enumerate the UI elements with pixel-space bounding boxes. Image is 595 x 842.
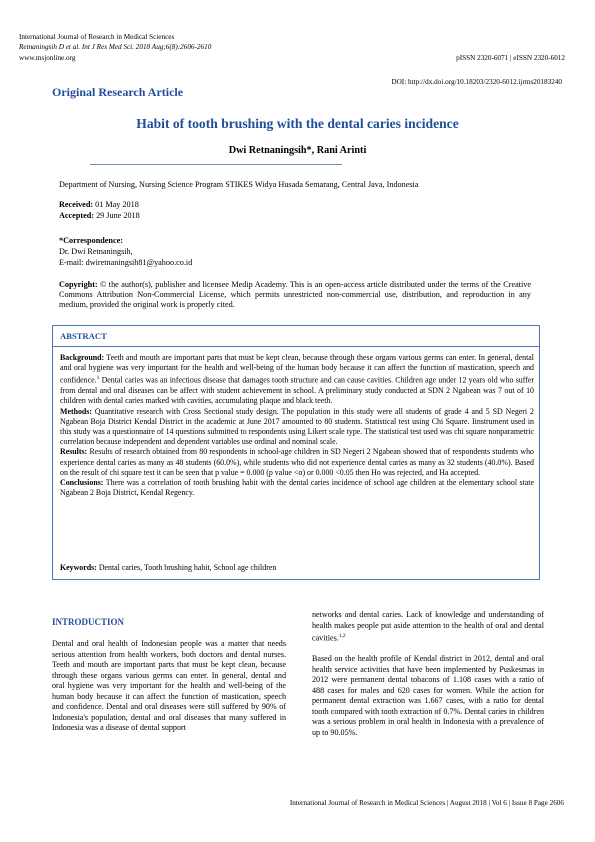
results-text: Results of research obtained from 80 respondents in school-age children in SD Negeri 2 Ngabean showed that of respondents students who experience dental caries as many as 48 students (60.0%), while students who did not experience dental caries as many as 32 students (40.0%). Based on the result of chi square test it can be seen that p value = 0.000 (p value <α) or 0.000 <0.05 then Ho was rejected, and Ha accepted. — [60, 447, 534, 477]
issn: pISSN 2320-6071 | eISSN 2320-6012 — [456, 54, 565, 62]
received-label: Received: — [59, 200, 94, 209]
title-divider — [90, 164, 342, 165]
background-text: Teeth and mouth are important parts that must be kept clean, because through these organs various germs can enter. In general, dental and oral hygiene was very important for the health and well-being of the human body because it can affect the function of mastication, speech and confidence. — [60, 353, 534, 386]
background-label: Background: — [60, 353, 105, 362]
conclusions-label: Conclusions: — [60, 478, 104, 488]
intro-paragraph-1: Dental and oral health of Indonesian people was a matter that needs serious attention from health workers, both doctors and dental nurses. Teeth and mouth are important parts that must be kept clean, because through these organs various germs can enter. In general, dental and oral hygiene was very important for the health and well-being of the human body because it can affect the function of mastication, speech and confidence. Dental and oral diseases were still suffered by 90% of Indonesia's population, dental and oral diseases that many suffered in Indonesia was a disease of dental support — [52, 639, 286, 732]
copyright-text: © the author(s), publisher and licensee Medip Academy. This is an open-access article distributed under the terms of the Creative Commons Attribution Non-Commercial License, which permits unrestricted non-commercial use, distribution, and reproduction in any medium, provided the original work is properly cited. — [59, 280, 531, 309]
methods-label: Methods: — [60, 406, 92, 416]
introduction-heading: INTRODUCTION — [52, 617, 125, 627]
abstract-body — [60, 353, 534, 498]
citation: Retnaningsih D et al. Int J Res Med Sci. 2018 Aug;6(8):2606-2610 — [19, 43, 212, 51]
intro-left-column — [52, 639, 286, 734]
intro-right-column — [312, 610, 544, 738]
abstract-methods — [60, 407, 534, 448]
abstract-results — [60, 447, 534, 478]
received-date — [59, 200, 139, 210]
abstract-divider — [53, 346, 539, 347]
abstract-conclusions — [60, 478, 534, 498]
accepted-label: Accepted: — [59, 211, 95, 220]
abstract-heading: ABSTRACT — [60, 331, 107, 341]
accepted-date — [59, 211, 140, 221]
intro-paragraph-1-cont — [312, 610, 544, 644]
copyright-notice — [59, 280, 531, 310]
article-type: Original Research Article — [52, 85, 184, 99]
affiliation: Department of Nursing, Nursing Science Program STIKES Widya Husada Semarang, Central Java, Indonesia — [59, 180, 419, 189]
journal-name: International Journal of Research in Medical Sciences — [19, 33, 175, 41]
background-text-2: Dental caries was an infectious disease that damages tooth structure and can cause cavities. Children age under 12 years old who suffer from dental and oral diseases can be affect with student achievement in school. A preliminary study conducted at SDN 2 Ngabean was 7 out of 10 children with dental caries marked with cavities, accumulating plaque and black teeth. — [60, 376, 534, 406]
conclusions-text: There was a correlation of tooth brushing habit with the dental caries incidence of school age children at the elementary school state Ngabean 2 Boja District, Kendal Regency. — [60, 478, 534, 498]
intro-paragraph-2: Based on the health profile of Kendal district in 2012, dental and oral health service activities that have been implemented by Puskesmas in 2012 were permanent dental tobacons of 1.108 cases with a ratio of 488 cases for males and 620 cases for women. While the action for permanent dental extraction was 1.667 cases, with a ratio for dental tooth compared with tooth extraction of 0.7%. Dental caries in children was a serious problem in oral health in Indonesia with a prevalence of up to 90.05%. — [312, 654, 544, 737]
intro-cont-text: networks and dental caries. Lack of knowledge and understanding of health makes people put aside attention to the health of oral and dental cavities. — [312, 610, 544, 643]
website-link[interactable]: www.msjonline.org — [19, 54, 76, 62]
intro-cont-ref: 1,2 — [338, 633, 346, 639]
article-title: Habit of tooth brushing with the dental caries incidence — [136, 116, 459, 131]
results-label: Results: — [60, 447, 88, 457]
keywords — [60, 563, 276, 572]
keywords-text: Dental caries, Tooth brushing habit, School age children — [98, 563, 277, 572]
received-value: 01 May 2018 — [95, 200, 139, 209]
accepted-value: 29 June 2018 — [96, 211, 140, 220]
correspondence-email[interactable]: E-mail: dwiretnaningsih81@yahoo.co.id — [59, 258, 193, 267]
keywords-label: Keywords: — [60, 563, 97, 572]
background-ref: 1 — [96, 375, 100, 382]
abstract-background — [60, 353, 534, 407]
copyright-label: Copyright: — [59, 280, 98, 289]
correspondence-label: *Correspondence: — [59, 236, 123, 245]
authors: Dwi Retnaningsih*, Rani Arinti — [228, 145, 367, 156]
abstract-box — [52, 325, 540, 580]
correspondence-name: Dr. Dwi Retnaningsih, — [59, 247, 133, 256]
page-footer: International Journal of Research in Medical Sciences | August 2018 | Vol 6 | Issue 8 Page 2606 — [289, 799, 564, 807]
methods-text: Quantitative research with Cross Sectional study design. The population in this study were all students of grade 4 and 5 SD Negeri 2 Ngabean Boja District Kendal District in the academic at June 2017 amounted to 80 students. Statistical test using Chi Square. Iinstrument used in this study was a questionnaire of 14 questions submitted to respondents using Likert scale type. The statistical test used was chi square nonparametric correlation because independent and dependent variables use ordinal and nominal scale. — [60, 406, 534, 447]
doi-link[interactable]: DOI: http://dx.doi.org/10.18203/2320-6012.ijrms20183240 — [391, 78, 562, 86]
